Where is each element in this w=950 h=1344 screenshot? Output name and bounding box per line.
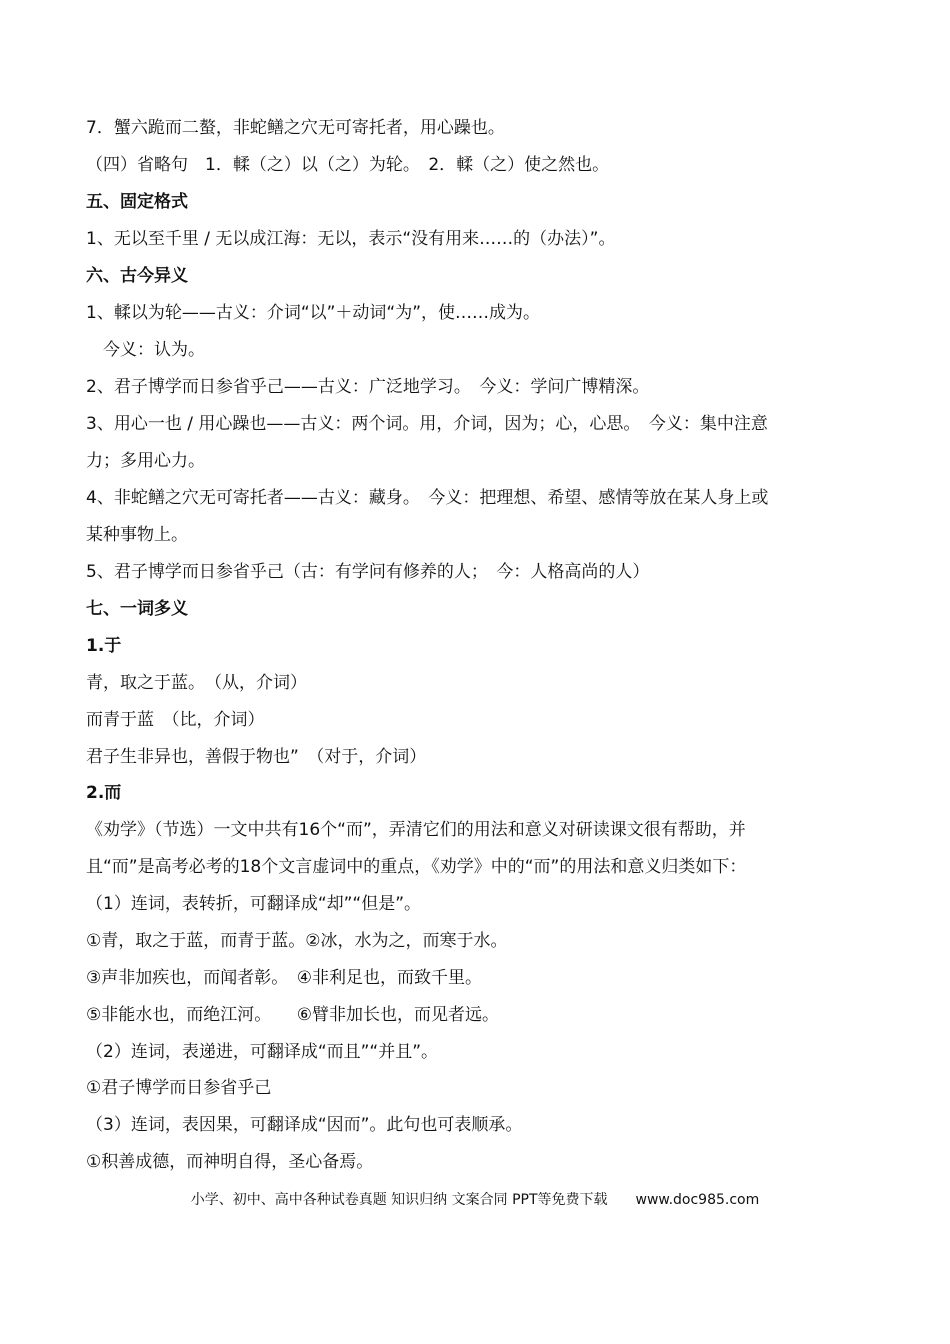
text-line: （3）连词，表因果，可翻译成“因而”。此句也可表顺承。 — [86, 1115, 523, 1135]
text-line: ⑤非能水也，而绝江河。 ⑥臂非加长也，而见者远。 — [86, 1005, 499, 1025]
text-line: 2、君子博学而日参省乎己——古义：广泛地学习。 今义：学问广博精深。 — [86, 377, 650, 397]
text-line: ①君子博学而日参省乎己 — [86, 1078, 272, 1098]
text-line: 5、君子博学而日参省乎己（古：有学问有修养的人； 今：人格高尚的人） — [86, 562, 650, 582]
section-heading: 五、固定格式 — [86, 192, 188, 212]
text-line: 3、用心一也 / 用心躁也——古义：两个词。用，介词，因为；心，心思。 今义：集中注意 — [86, 414, 768, 434]
text-line: ①积善成德，而神明自得，圣心备焉。 — [86, 1152, 374, 1172]
text-line: 7．蟹六跪而二螯，非蛇鳝之穴无可寄托者，用心躁也。 — [86, 118, 505, 138]
text-line: （1）连词，表转折，可翻译成“却”“但是”。 — [86, 894, 422, 914]
text-line: 4、非蛇鳝之穴无可寄托者——古义：藏身。 今义：把理想、希望、感情等放在某人身上或 — [86, 488, 769, 508]
section-heading: 六、古今异义 — [86, 266, 188, 286]
text-line: 《劝学》（节选）一文中共有16个“而”，弄清它们的用法和意义对研读课文很有帮助，并 — [86, 820, 746, 840]
text-line: 力；多用心力。 — [86, 451, 205, 471]
text-line: 今义：认为。 — [86, 340, 205, 360]
text-line: 且“而”是高考必考的18个文言虚词中的重点，《劝学》中的“而”的用法和意义归类如下： — [86, 857, 747, 877]
text-line: 君子生非异也，善假于物也” （对于，介词） — [86, 747, 427, 767]
text-line: 某种事物上。 — [86, 525, 188, 545]
subsection-heading: 1.于 — [86, 636, 122, 656]
text-line: （2）连词，表递进，可翻译成“而且”“并且”。 — [86, 1042, 439, 1062]
text-line: 而青于蓝 （比，介词） — [86, 710, 265, 730]
text-line: （四）省略句 1．輮（之）以（之）为轮。 2．輮（之）使之然也。 — [86, 155, 610, 175]
page-footer: 小学、初中、高中各种试卷真题 知识归纳 文案合同 PPT等免费下载 www.doc985.com — [190, 1192, 760, 1208]
text-line: ③声非加疾也，而闻者彰。 ④非利足也，而致千里。 — [86, 968, 482, 988]
text-line: 1、輮以为轮——古义：介词“以”＋动词“为”，使……成为。 — [86, 303, 541, 323]
text-line: 青，取之于蓝。 （从，介词） — [86, 673, 307, 693]
section-heading: 七、一词多义 — [86, 599, 188, 619]
text-line: ①青，取之于蓝，而青于蓝。②冰，水为之，而寒于水。 — [86, 931, 508, 951]
subsection-heading: 2.而 — [86, 783, 122, 803]
text-line: 1、无以至千里 / 无以成江海：无以，表示“没有用来……的（办法）”。 — [86, 229, 616, 249]
